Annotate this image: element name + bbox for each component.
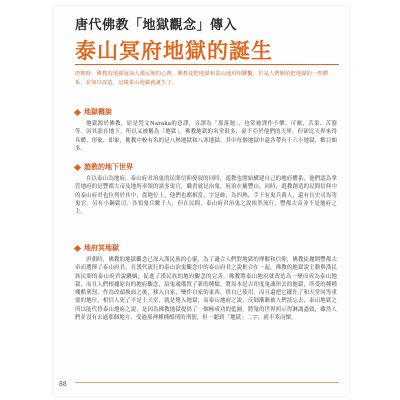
page-title: 泰山冥府地獄的誕生 (75, 38, 273, 63)
intro-paragraph: 唐朝時，佛教的地獄說深入漢民族的心裡，佛教徒把地獄和泰山地府相聯繫，於是人們開始把地獄的一些體系，並加以改造，這樣泰山地獄就誕生了。 (75, 71, 329, 86)
title-divider (75, 64, 339, 65)
section-heading: 地獄概說 (84, 107, 112, 116)
section-hell-overview (75, 107, 337, 153)
diamond-bullet-icon (74, 244, 81, 251)
section-netherworld-hell (75, 243, 337, 322)
section-heading: 遊教的地下世界 (84, 162, 133, 171)
diamond-bullet-icon (74, 108, 81, 115)
page-number: 88 (59, 381, 67, 388)
section-underworld (75, 162, 337, 216)
book-page (53, 6, 349, 396)
section-heading: 地府冥地獄 (84, 243, 119, 252)
section-body: 唐朝時，佛教的地獄觀念已深入漢民族的心靈，為了適合人們對地獄的理解和信仰，佛教徒拋開豐都大帝而選擇了泰山府君，在漢代流行的泰山治鬼觀念中的泰山府君之說框合在一起，佛教的地獄說主動與漢民族民間的泰山府君說聯姻，促進了漢民族的地府觀念的完善。佛教將泰山地府就改造為一變而成為泰山地獄，而且人們根據原有的地府觀念，給鬼魂備置了新的種類，將原本是古印度鬼魂所去的地獄，所受的種種殘酷刑罰，作為改頭換面之後，移入自家，變作自家的東西，供自己使用，而且還把它擺在了和天堂同等重要的地位，相信人死了不是上天堂，就是墮入地獄，而泰山地府之說，反倒漸漸被人們淡忘去，泰山地獄之所以能代替泰山地府之說，是因為佛教地獄提供了一個極成功的藍圖，將鬼的世界照示得淋漓盡致，雖然人們並沒有去過那個地方，受過那裡種種酷刑的刑罰，但一聽到「地獄」二字，就不寒而慄。 (75, 257, 337, 322)
section-body: 在以泰山為地府，泰山府君治鬼的民間信仰發展的同時，遊教也開始構建自己的地府體系，他們認為掌管地府的是豐都大帝及地所率領的諸多鬼官，職責就是治鬼，府治在羅豐山，同時，遊教創造的民間信仰中的泰山府君也位列於其中，從地位上，他們也都相當，字是帥，為四熱，手下有鬼兵萬人，還有長史司馬等鬼官。另有小鋼獄司，各領鬼兵數千人，但在民間，泰山府君治鬼之說依然流行，豐都大帝並不是地府之主。 (75, 176, 337, 216)
diamond-bullet-icon (74, 163, 81, 170)
section-body: 地獄源於佛教，原是梵文Naraka的意譯，音譯為「那落迦」，也常被譯作不樂、可厭、苦果、苦器等。因其狀在地下，所以又被稱為「地獄」。佛教地獄的名堂很多，豪不亞於他們的天界，但卻比天界來得具體、形象，即象，佛教中較有名的是八熱地獄和八寒地獄，其中每個地獄中還各帶有十六小地獄，數目頗多。 (75, 121, 337, 152)
page-kicker: 唐代佛教「地獄觀念」傳入 (75, 18, 238, 33)
footer-divider (75, 382, 339, 383)
